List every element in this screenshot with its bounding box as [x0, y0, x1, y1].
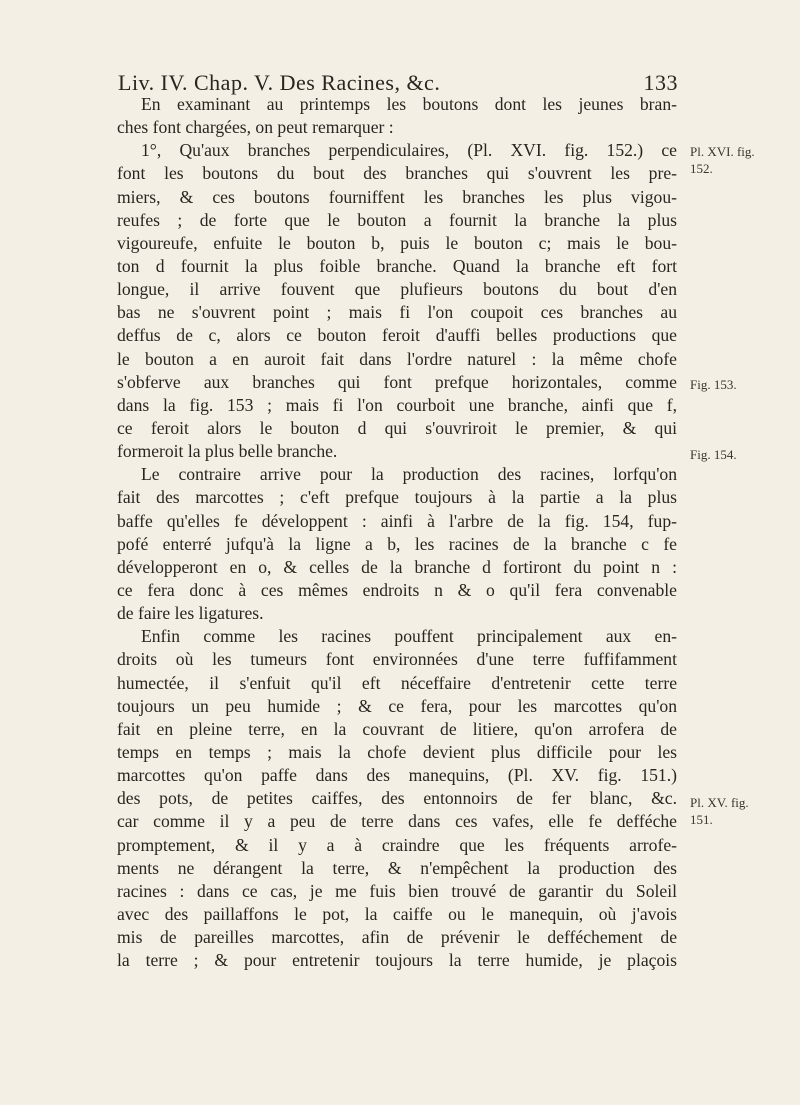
text-line: car comme il y a peu de terre dans ces vafes, elle fe defféche: [117, 811, 677, 832]
text-line: marcottes qu'on paffe dans des manequins, (Pl. XV. fig. 151.): [117, 765, 677, 786]
text-line: humectée, il s'enfuit qu'il eft néceffaire d'entretenir cette terre: [117, 672, 677, 693]
text-line: ments ne dérangent la terre, & n'empêchent la production des: [117, 857, 677, 878]
text-line: ches font chargées, on peut remarquer :: [117, 117, 394, 138]
text-line: vigoureufe, enfuite le bouton b, puis le bouton c; mais le bou-: [117, 232, 677, 253]
text-line: fait en pleine terre, en la couvrant de litiere, qu'on arrofera de: [117, 718, 677, 739]
text-line: ton d fournit la plus foible branche. Quand la branche eft fort: [117, 255, 677, 276]
margin-note-line: Pl. XV. fig.: [690, 795, 749, 810]
text-line: En examinant au printemps les boutons dont les jeunes bran-: [141, 94, 677, 114]
text-line: dans la fig. 153 ; mais fi l'on courboit une branche, ainfi que f,: [117, 394, 677, 415]
text-line: des pots, de petites caiffes, des entonnoirs de fer blanc, &c.: [117, 788, 677, 809]
text-line: s'obferve aux branches qui font prefque horizontales, comme: [117, 371, 677, 392]
text-line: ce feroit alors le bouton d qui s'ouvriroit le premier, & qui: [117, 417, 677, 438]
text-line: le bouton a en auroit fait dans l'ordre naturel : la même chofe: [117, 348, 677, 369]
margin-note-line: Pl. XVI. fig.: [690, 144, 755, 159]
text-line: 1°, Qu'aux branches perpendiculaires, (Pl. XVI. fig. 152.) ce: [141, 140, 677, 161]
text-line: mis de pareilles marcottes, afin de prévenir le defféchement de: [117, 927, 677, 948]
text-line: avec des paillaffons le pot, la caiffe ou le manequin, où j'avois: [117, 903, 677, 924]
text-line: reufes ; de forte que le bouton a fournit la branche la plus: [117, 209, 677, 230]
margin-note-fig-153: [690, 376, 790, 393]
text-line: de faire les ligatures.: [117, 603, 264, 624]
text-line: racines : dans ce cas, je me fuis bien trouvé de garantir du Soleil: [117, 880, 677, 901]
text-line: toujours un peu humide ; & ce fera, pour les marcottes qu'on: [117, 695, 677, 716]
text-line: ce fera donc à ces mêmes endroits n & o qu'il fera convenable: [117, 579, 677, 600]
text-line: baffe qu'elles fe développent : ainfi à l'arbre de la fig. 154, fup-: [117, 510, 677, 531]
margin-note-line: 152.: [690, 161, 713, 176]
margin-note-line: Fig. 153.: [690, 377, 737, 392]
text-line: temps en temps ; mais la chofe devient plus difficile pour les: [117, 741, 677, 762]
page-number: 133: [643, 70, 678, 95]
margin-note-pl-xv: [690, 794, 790, 828]
body-text: [117, 93, 677, 972]
header-title: Liv. IV. Chap. V. Des Racines, &c.: [118, 70, 441, 95]
margin-note-pl-xvi: [690, 143, 790, 177]
text-line: miers, & ces boutons fourniffent les branches les plus vigou-: [117, 186, 677, 207]
margin-note-line: Fig. 154.: [690, 447, 737, 462]
text-line: bas ne s'ouvrent point ; mais fi l'on coupoit ces branches au: [117, 302, 677, 323]
text-line: développeront en o, & celles de la branche d fortiront du point n :: [117, 556, 677, 577]
text-line: pofé enterré jufqu'à la ligne a b, les racines de la branche c fe: [117, 533, 677, 554]
text-line: font les boutons du bout des branches qui s'ouvrent les pre-: [117, 163, 677, 184]
text-line: deffus de c, alors ce bouton feroit d'auffi belles productions que: [117, 325, 677, 346]
text-line: droits où les tumeurs font environnées d'une terre fuffifamment: [117, 649, 677, 670]
text-line: longue, il arrive fouvent que plufieurs boutons du bout d'en: [117, 279, 677, 300]
text-line: la terre ; & pour entretenir toujours la terre humide, je plaçois: [117, 950, 677, 971]
text-line: Le contraire arrive pour la production des racines, lorfqu'on: [141, 464, 677, 485]
text-line: promptement, & il y a à craindre que les fréquents arrofe-: [117, 834, 677, 855]
text-line: Enfin comme les racines pouffent principalement aux en-: [141, 626, 677, 647]
margin-note-fig-154: [690, 446, 790, 463]
text-line: formeroit la plus belle branche.: [117, 441, 338, 462]
margin-note-line: 151.: [690, 812, 713, 827]
text-line: fait des marcottes ; c'eft prefque toujours à la partie a la plus: [117, 487, 677, 508]
